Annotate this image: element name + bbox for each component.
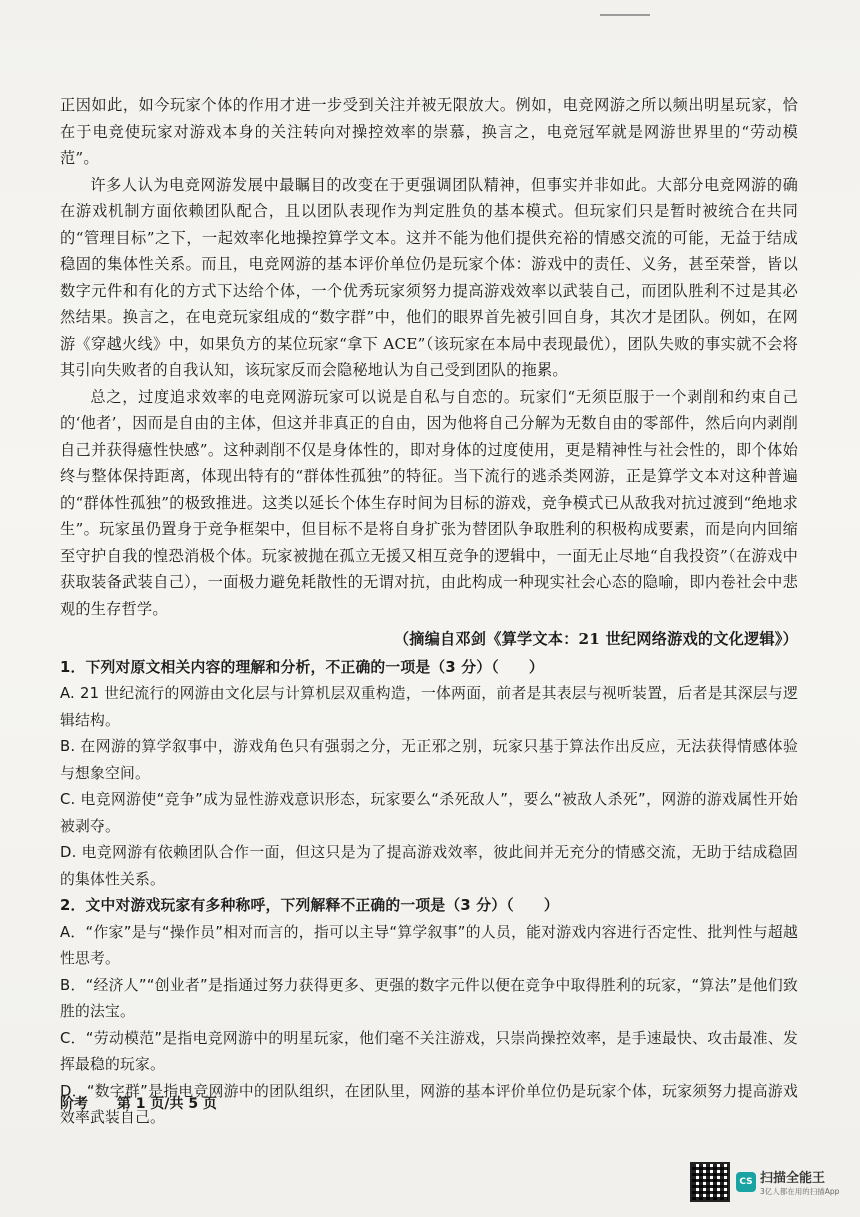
passage-paragraph-1: 正因如此，如今玩家个体的作用才进一步受到关注并被无限放大。例如，电竞网游之所以频出明星玩家，恰在于电竞使玩家对游戏本身的关注转向对操控效率的崇慕，换言之，电竞冠军就是网游世界里的“劳动模范”。 — [60, 96, 798, 167]
passage-paragraph-3: 总之，过度追求效率的电竞网游玩家可以说是自私与自恋的。玩家们“无须臣服于一个剥削和约束自己的‘他者’，因而是自由的主体，但这并非真正的自由，因为他将自己分解为无数自由的零部件，然后向内剥削自己并获得癔性快感”。这种剥削不仅是身体性的，即对身体的过度使用，更是精神性与社会性的，即个体始终与整体保持距离，体现出特有的“群体性孤独”的特征。当下流行的逃杀类网游，正是算学文本对这种普遍的“群体性孤独”的极致推进。这类以延长个体生存时间为目标的游戏，竞争模式已从敌我对抗过渡到“绝地求生”。玩家虽仍置身于竞争框架中，但目标不是将自身扩张为替团队争取胜利的积极构成要素，而是向内回缩至守护自我的惶恐消极个体。玩家被抛在孤立无援又相互竞争的逻辑中，一面无止尽地“自我投资”（在游戏中获取装备武装自己），一面极力避免耗散性的无谓对抗，由此构成一种现实社会心态的隐喻，即内卷社会中悲观的生存哲学。 — [60, 387, 798, 618]
footer-label: 阶考 — [60, 1096, 88, 1112]
scan-mark — [600, 14, 650, 16]
exam-content — [60, 92, 798, 1132]
option-c: C．“劳动模范”是指电竞网游中的明星玩家，他们毫不关注游戏，只崇尚操控效率，是手速最快、攻击最准、发挥最稳的玩家。 — [60, 1029, 798, 1073]
page-footer — [60, 1093, 241, 1113]
scanner-tagline: 3亿人都在用的扫描App — [760, 1187, 840, 1196]
scanner-name: 扫描全能王 — [760, 1171, 826, 1186]
qr-code-icon — [690, 1162, 730, 1202]
question-stem: 1．下列对原文相关内容的理解和分析，不正确的一项是（3 分）（ ） — [60, 658, 544, 676]
camscanner-logo-icon: CS — [736, 1172, 756, 1192]
question-stem: 2．文中对游戏玩家有多种称呼，下列解释不正确的一项是（3 分）（ ） — [60, 897, 559, 914]
scanner-watermark — [690, 1160, 840, 1204]
question-1 — [60, 655, 798, 894]
scanner-text — [760, 1167, 839, 1197]
option-a: A. 21 世纪流行的网游由文化层与计算机层双重构造，一体两面，前者是其表层与视听装置，后者是其深层与逻辑结构。 — [60, 685, 798, 729]
option-c: C. 电竞网游使“竞争”成为显性游戏意识形态，玩家要么“杀死敌人”，要么“被敌人杀死”，网游的游戏属性开始被剥夺。 — [60, 791, 798, 835]
option-d: D．“数字群”是指电竞网游中的团队组织，在团队里，网游的基本评价单位仍是玩家个体，玩家须努力提高游戏效率武装自己。 — [60, 1082, 798, 1126]
option-d: D. 电竞网游有依赖团队合作一面，但这只是为了提高游戏效率，彼此间并无充分的情感交流，无助于结成稳固的集体性关系。 — [60, 844, 798, 888]
option-b: B．“经济人”“创业者”是指通过努力获得更多、更强的数字元件以便在竞争中取得胜利的玩家，“算法”是他们致胜的法宝。 — [60, 976, 798, 1020]
passage-paragraph-2: 许多人认为电竞网游发展中最瞩目的改变在于更强调团队精神，但事实并非如此。大部分电竞网游的确在游戏机制方面依赖团队配合，且以团队表现作为判定胜负的基本模式。但玩家们只是暂时被统合在共同的“管理目标”之下，一起效率化地操控算学文本。这并不能为他们提供充裕的情感交流的可能，无益于结成稳固的集体性关系。而且，电竞网游的基本评价单位仍是玩家个体：游戏中的责任、义务，甚至荣誉，皆以数字元件和有化的方式下达给个体，一个优秀玩家须努力提高游戏效率以武装自己，而团队胜利不过是其必然结果。换言之，在电竞玩家组成的“数字群”中，他们的眼界首先被引回自身，其次才是团队。例如，在网游《穿越火线》中，如果负方的某位玩家“拿下 ACE”（该玩家在本局中表现最优），团队失败的事实就不会将其引向失败者的自我认知，该玩家反而会隐秘地认为自己受到团队的拖累。 — [60, 175, 798, 379]
option-a: A．“作家”是与“操作员”相对而言的，指可以主导“算学叙事”的人员，能对游戏内容进行否定性、批判性与超越性思考。 — [60, 923, 798, 967]
passage-source: （摘编自邓剑《算学文本：21 世纪网络游戏的文化逻辑》） — [393, 630, 798, 648]
option-b: B. 在网游的算学叙事中，游戏角色只有强弱之分，无正邪之别，玩家只基于算法作出反应，无法获得情感体验与想象空间。 — [60, 738, 798, 782]
page-number: 第 1 页/共 5 页 — [116, 1096, 217, 1112]
